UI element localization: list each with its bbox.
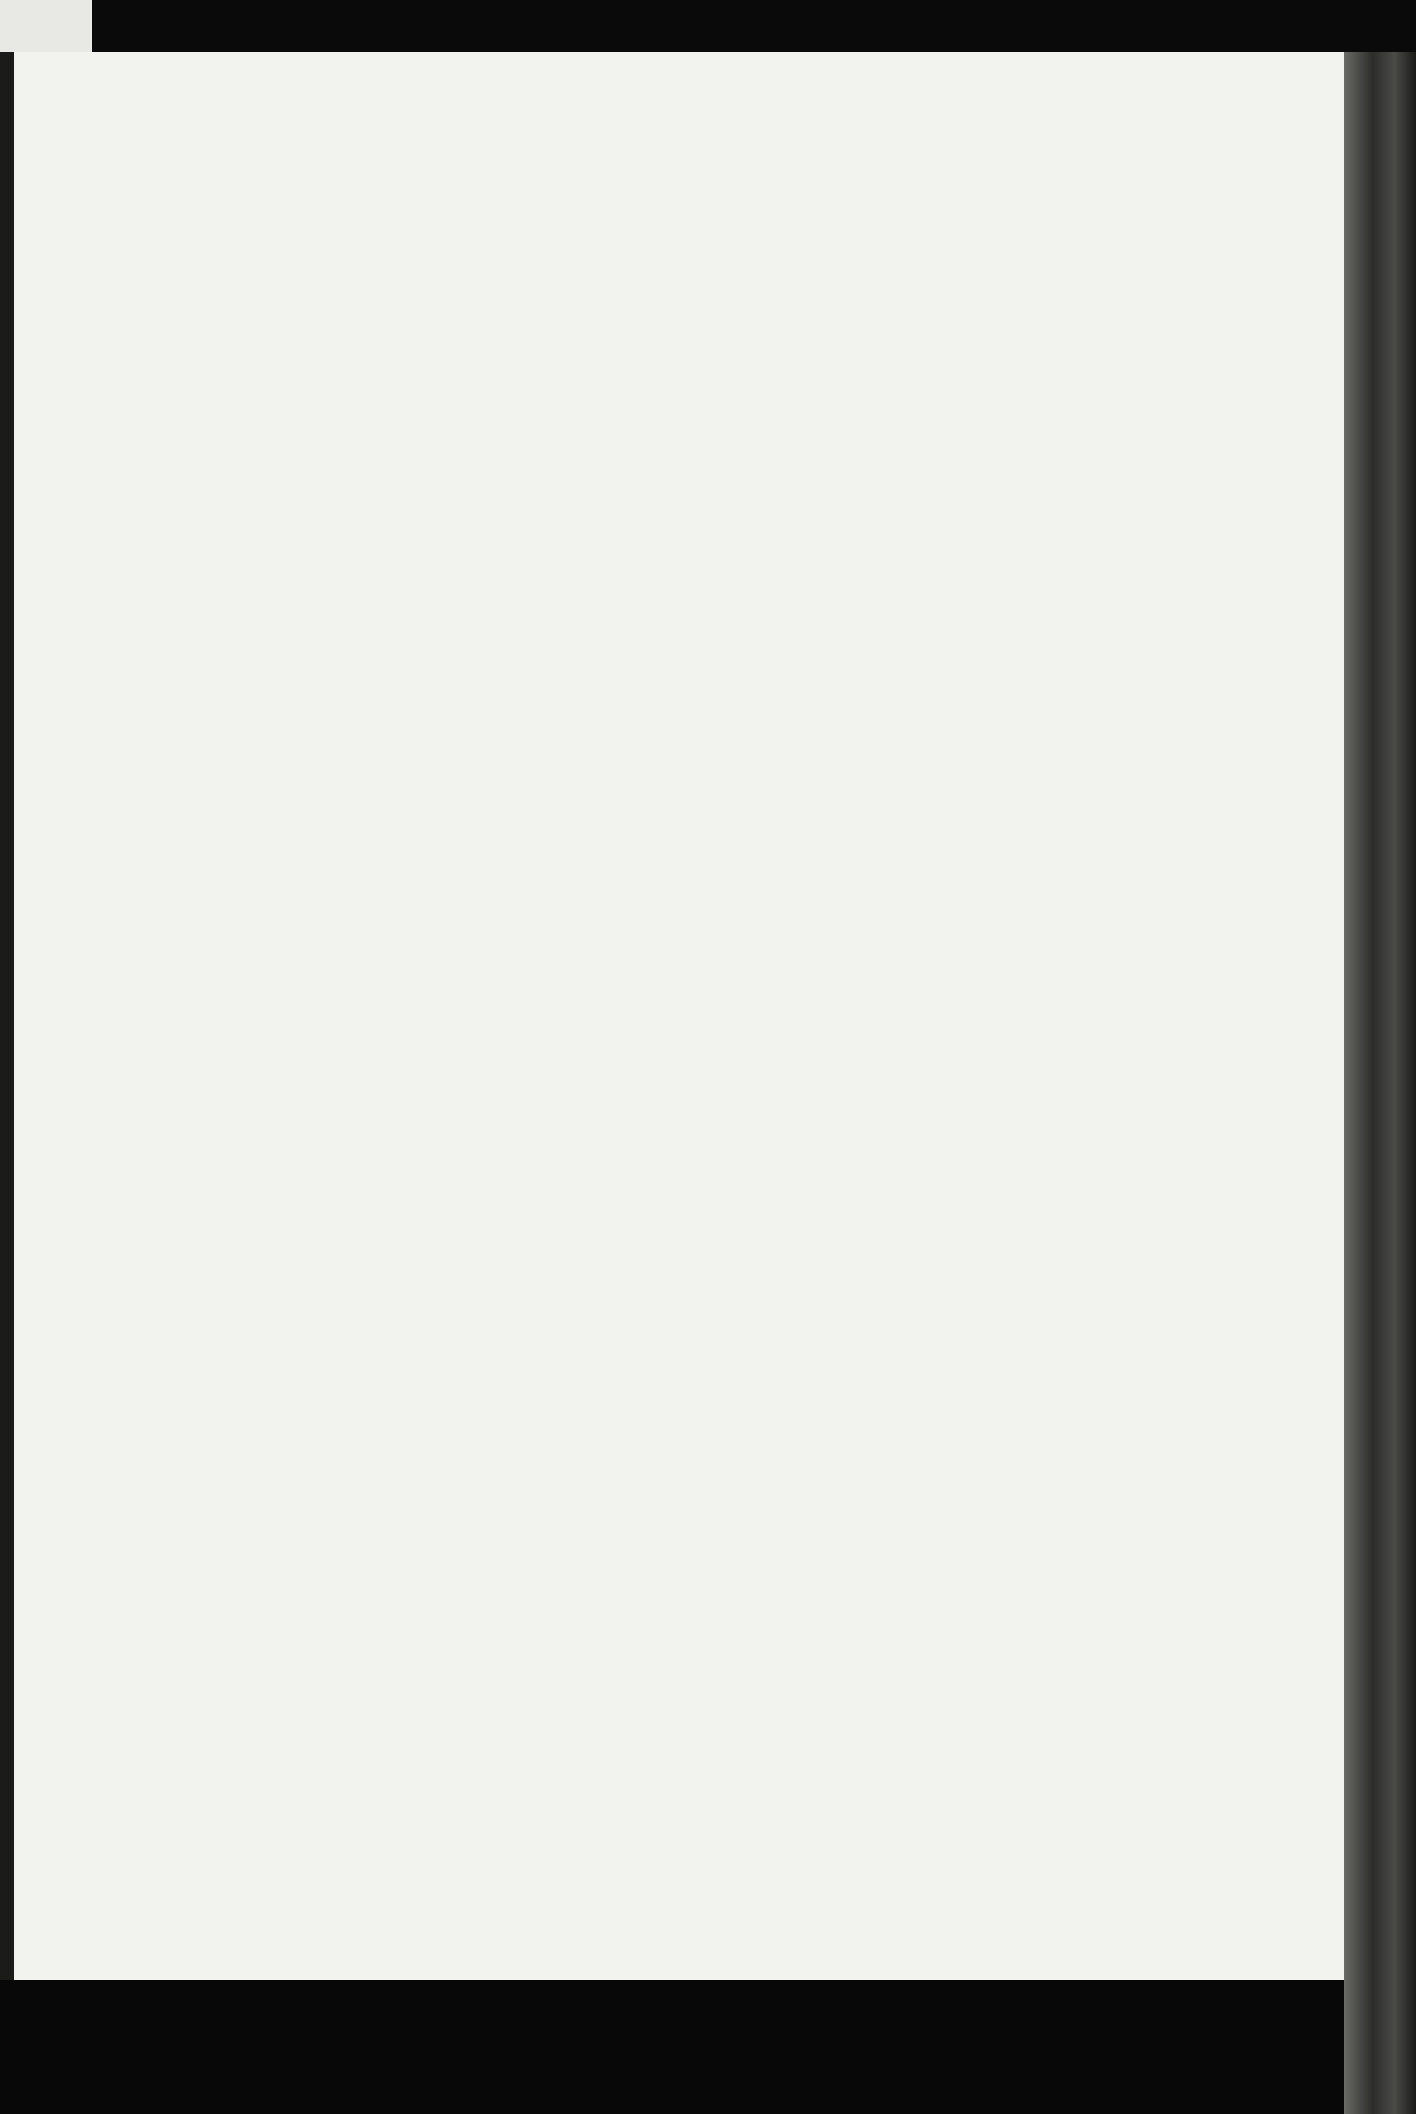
scan-corner-patch [0,0,92,52]
document-page [14,52,1344,1980]
scan-bottom-border [0,1980,1344,2114]
scan-top-border [0,0,1416,52]
scan-left-edge [0,52,14,1980]
scan-right-edge [1344,52,1416,2114]
